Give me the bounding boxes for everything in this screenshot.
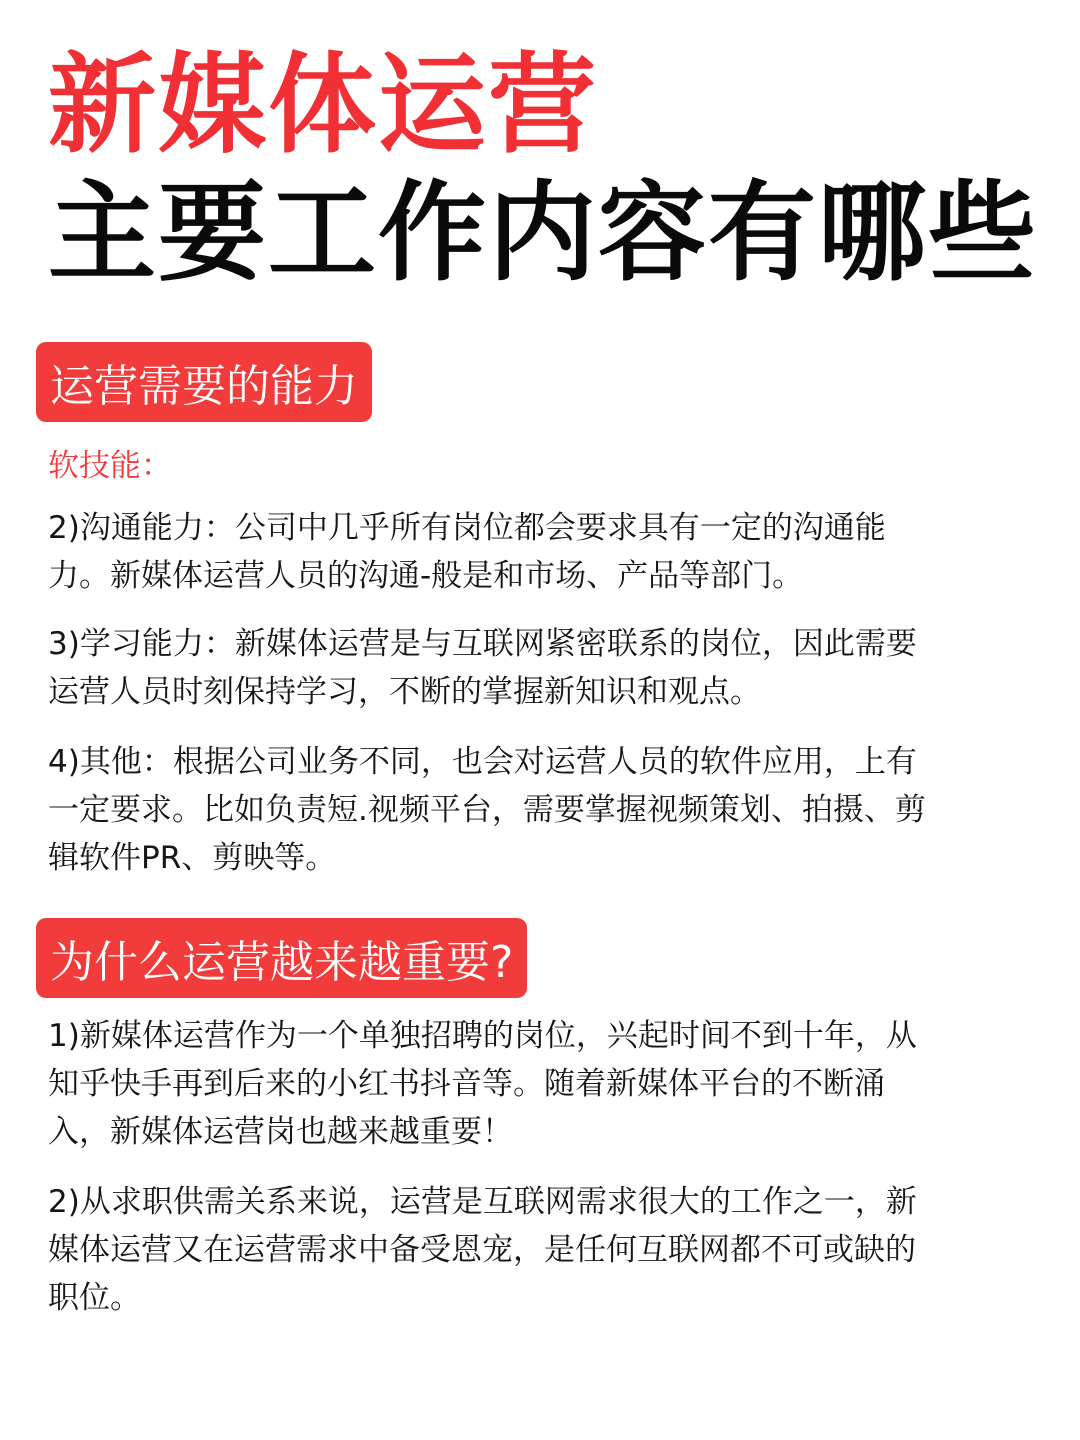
section-header-importance xyxy=(36,918,527,998)
paragraph-line: 2)从求职供需关系来说，运营是互联网需求很大的工作之一，新 xyxy=(48,1184,917,1220)
paragraph-line: 3)学习能力：新媒体运营是与互联网紧密联系的岗位，因此需要 xyxy=(48,626,917,662)
paragraph-line: 4)其他：根据公司业务不同，也会对运营人员的软件应用，上有 xyxy=(48,744,917,780)
paragraph-other xyxy=(48,738,1038,882)
paragraph-demand xyxy=(48,1178,1038,1322)
section-header-abilities xyxy=(36,342,372,422)
paragraph-line: 入，新媒体运营岗也越来越重要！ xyxy=(48,1114,513,1150)
paragraph-line: 一定要求。比如负责短.视频平台，需要掌握视频策划、拍摄、剪 xyxy=(48,792,926,828)
paragraph-line: 辑软件PR、剪映等。 xyxy=(48,840,337,876)
soft-skills-subheading: 软技能： xyxy=(48,448,172,484)
paragraph-line: 1)新媒体运营作为一个单独招聘的岗位，兴起时间不到十年，从 xyxy=(48,1018,917,1054)
paragraph-line: 运营人员时刻保持学习，不断的掌握新知识和观点。 xyxy=(48,674,761,710)
paragraph-learning xyxy=(48,620,1038,716)
section-header-label: 为什么运营越来越重要? xyxy=(50,937,514,988)
section-header-label: 运营需要的能力 xyxy=(50,361,358,412)
title-line-2: 主要工作内容有哪些 xyxy=(48,171,1039,296)
paragraph-line: 2)沟通能力：公司中几乎所有岗位都会要求具有一定的沟通能 xyxy=(48,510,886,546)
paragraph-communication xyxy=(48,504,1038,600)
paragraph-line: 知乎快手再到后来的小红书抖音等。随着新媒体平台的不断涌 xyxy=(48,1066,885,1102)
title-line-1: 新媒体运营 xyxy=(48,43,599,168)
paragraph-line: 媒体运营又在运营需求中备受恩宠，是任何互联网都不可或缺的 xyxy=(48,1232,916,1268)
paragraph-history xyxy=(48,1012,1038,1156)
paragraph-line: 力。新媒体运营人员的沟通-般是和市场、产品等部门。 xyxy=(48,558,804,594)
paragraph-line: 职位。 xyxy=(48,1280,141,1316)
